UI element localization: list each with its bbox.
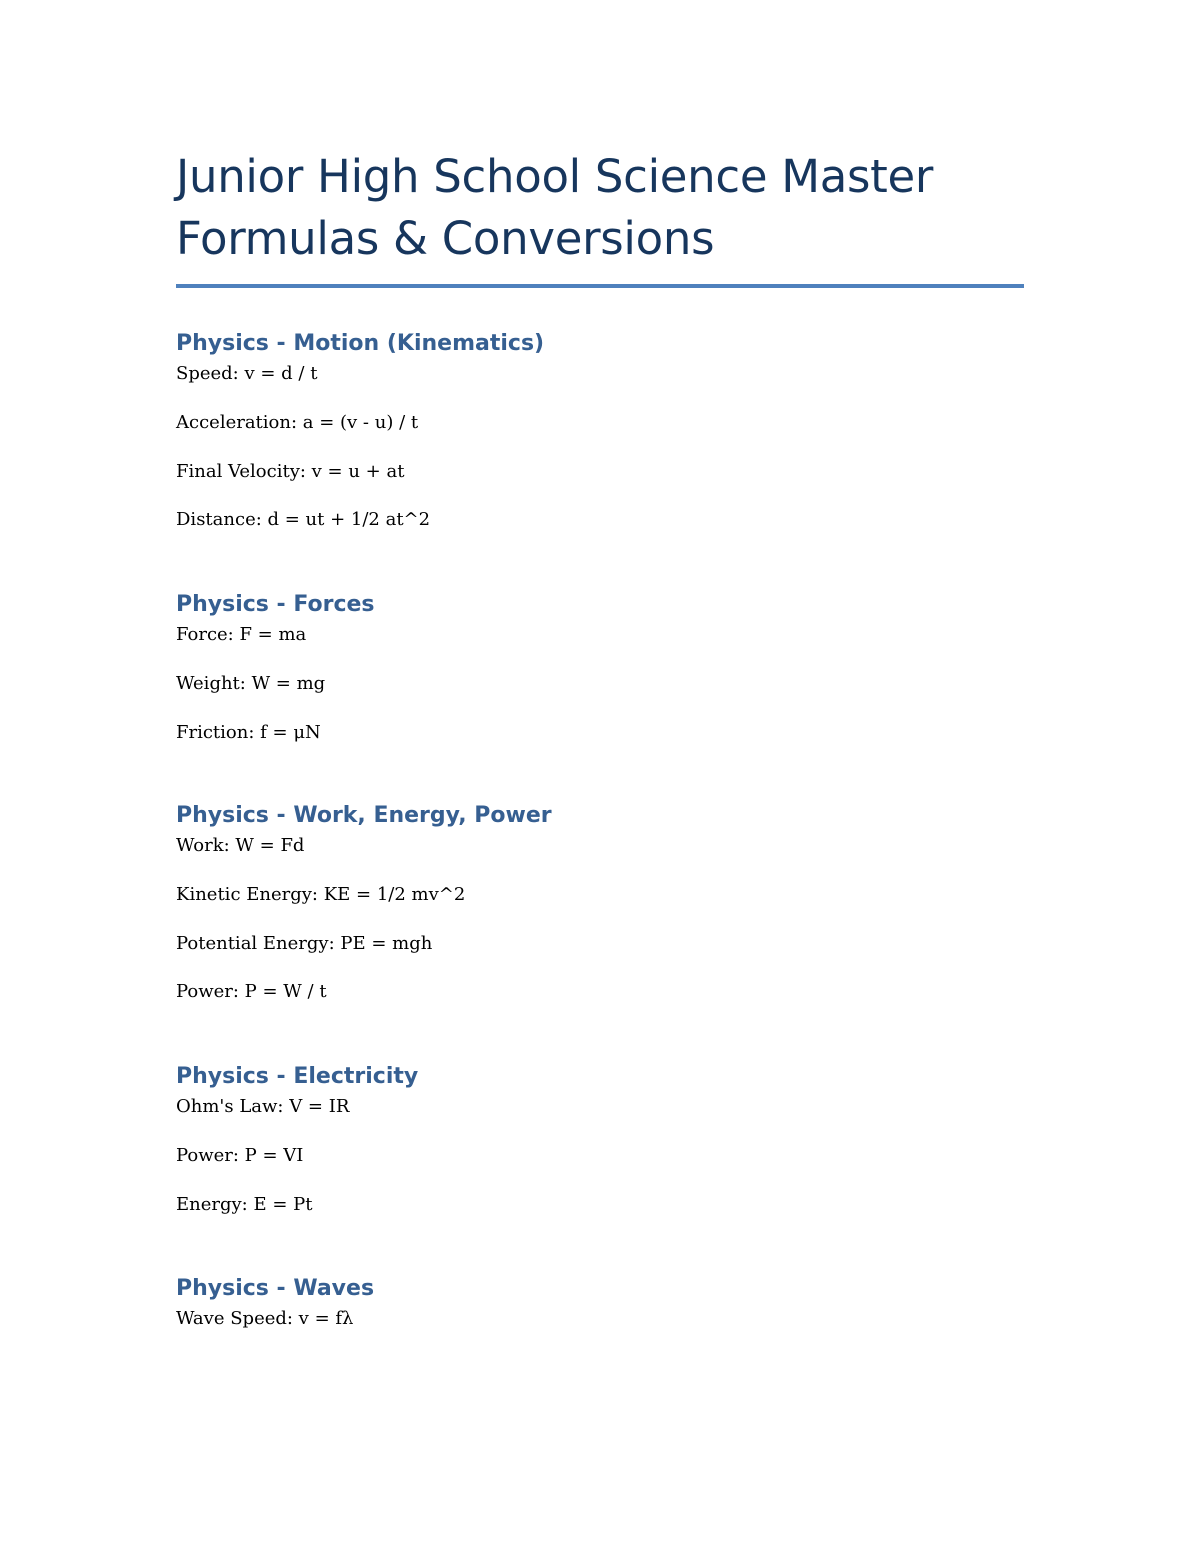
- formula-line: Force: F = ma: [176, 624, 307, 645]
- section-heading: Physics - Forces: [176, 592, 375, 617]
- section-work-energy-power: [176, 799, 552, 1005]
- formula-line: Kinetic Energy: KE = 1/2 mv^2: [176, 883, 466, 905]
- formula-line: Power: P = VI: [176, 1144, 304, 1166]
- document-title: Junior High School Science Master Formulas & Conversions: [176, 146, 1024, 288]
- section-electricity: [176, 1060, 418, 1218]
- formula-line: Weight: W = mg: [176, 672, 326, 694]
- formula-line: Potential Energy: PE = mgh: [176, 932, 433, 954]
- section-heading: Physics - Electricity: [176, 1064, 419, 1089]
- document-content: [176, 146, 1024, 1329]
- formula-line: Speed: v = d / t: [176, 363, 318, 384]
- formula-line: Final Velocity: v = u + at: [176, 460, 405, 482]
- section-heading: Physics - Waves: [176, 1276, 375, 1301]
- section-motion: [176, 327, 544, 533]
- formula-line: Acceleration: a = (v - u) / t: [176, 411, 419, 433]
- formula-line: Ohm's Law: V = IR: [176, 1096, 350, 1117]
- section-heading: Physics - Motion (Kinematics): [176, 331, 545, 356]
- formula-line: Wave Speed: v = fλ: [176, 1308, 354, 1329]
- formula-line: Friction: f = μN: [176, 721, 321, 743]
- formula-line: Power: P = W / t: [176, 981, 327, 1003]
- section-forces: [176, 588, 375, 746]
- formula-line: Energy: E = Pt: [176, 1193, 313, 1215]
- section-heading: Physics - Work, Energy, Power: [176, 803, 552, 828]
- formula-line: Distance: d = ut + 1/2 at^2: [176, 509, 431, 531]
- formula-line: Work: W = Fd: [176, 835, 305, 856]
- section-waves: [176, 1272, 374, 1332]
